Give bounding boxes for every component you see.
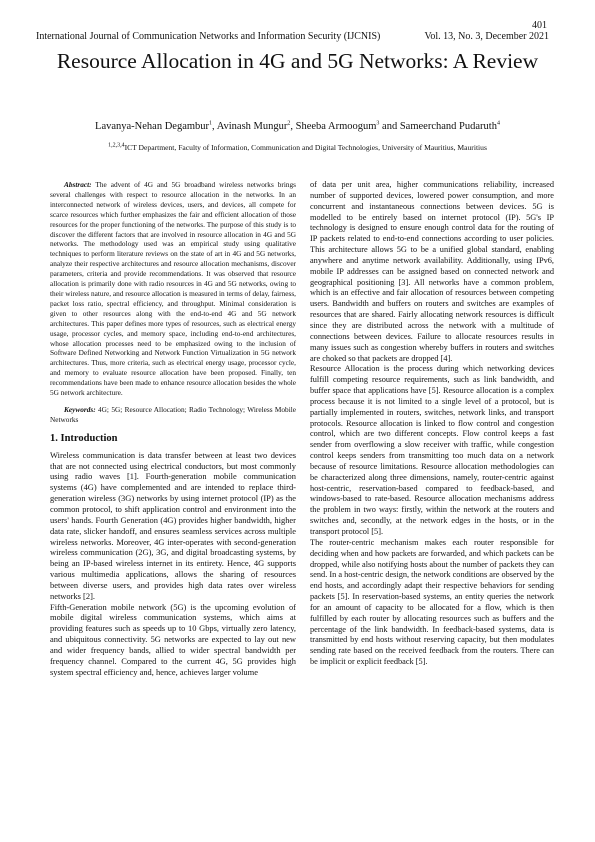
affiliation-marker: 1,2,3,4: [108, 142, 125, 149]
author-affil-marker: 3: [376, 120, 380, 127]
paragraph: of data per unit area, higher communications reliability, increased number of supported devices, lowered power consumption, and more concurrent and instantaneous connections between devices. 5G is modelled to be entirely based on internet protocol (IP). 5G's IP technology is designed to ensure enough control data for the routing of IP packets related to end-to-end connections according to user policies. This architecture allows 5G to be a unified global standard, enabling anywhere and anytime network availability. Additionally, using IPv6, mobile IP addresses can be assigned based on connected network and geographical positioning [3]. All networks have a common problem, which is an effective and fair allocation of resources between competing users. Bandwidth and buffers on routers and switches are examples of resources that are shared. Fairly allocating network resources is difficult since they are distributed across the network with a multitude of connections between devices. Failure to allocate resources results in many issues such as congestion whereby buffers in routers and switches are choked so that packets are dropped [4].: [310, 180, 554, 363]
author-affil-marker: 1: [209, 120, 213, 127]
keywords-label: Keywords:: [64, 404, 96, 414]
keywords: [50, 405, 296, 425]
author-name: Avinash Mungur: [216, 121, 288, 132]
section-heading: 1. Introduction: [50, 432, 118, 444]
abstract-text: The advent of 4G and 5G broadband wireless networks brings several challenges with respect to resource allocation in the networks. In an interconnected network of wireless devices, users, and devices, all compete for scarce resources which further emphasizes the fair and efficient allocation of those resources for the proper functioning of the networks. The purpose of this study is to discover the different factors that are involved in resource allocation in 4G and 5G networks. The methodology used was an empirical study using qualitative techniques to perform literature reviews on the state of art in 4G and 5G networks, analyze their respective architectures and resource allocation mechanisms, discover parameters, criteria and provide recommendations. It was observed that resource allocation is primarily done with radio resources in 4G and 5G networks, owing to their wireless nature, and resource allocation is measured in terms of delay, fairness, packet loss ratio, spectral efficiency, and throughput. Minimal consideration is given to other resources along with the end-to-end 4G and 5G network architectures. This paper defines more types of resources, such as electrical energy usage, processor cycles, and memory space, including end-to-end architectures, whose allocation processes need to be emphasized owing to the inclusion of Software Defined Networking and Network Function Virtualization in 5G network architectures. Thus, more criteria, such as electrical energy usage, processor cycle, and memory to evaluate resource allocation have been proposed. Finally, ten recommendations have been made to enhance resource allocation besides the whole 5G network architecture.: [50, 180, 296, 398]
journal-name: International Journal of Communication Networks and Information Security (IJCNIS): [36, 31, 381, 42]
affiliation-text: ICT Department, Faculty of Information, Communication and Digital Technologies, University of Mauritius, Mauritius: [124, 143, 487, 152]
author-list: Lavanya-Nehan Degambur$^1$, Avinash Mungur$^2$, Sheeba Armoogum$^3$ and Sameerchand Pudaruth$^4$: [95, 120, 500, 132]
keywords-text: 4G; 5G; Resource Allocation; Radio Technology; Wireless Mobile Networks: [50, 404, 296, 424]
author-affil-marker: 2: [287, 120, 291, 127]
author-name: Sameerchand Pudaruth: [399, 121, 497, 132]
abstract-label: Abstract:: [64, 180, 92, 189]
paragraph: The router-centric mechanism makes each router responsible for deciding when and how packets are forwarded, and which packets can be dropped, while also notifying hosts about the number of packets they can send. In a host-centric design, the network conditions are observed by the end hosts, and accordingly adapt their respective behaviors for sending packets [5]. In reservation-based systems, an entity queries the network for an amount of capacity to be allocated for a flow, which is then fulfilled by each router by allocating resources such as buffers and the percentage of the link bandwidth. In feedback-based systems, data is transmitted by end hosts without reserving capacity, but then modulates sending rate based on the received feedback from the routers. There can be implicit or explicit feedback [5].: [310, 537, 554, 667]
volume-info: Vol. 13, No. 3, December 2021: [424, 31, 549, 42]
left-column: [50, 180, 296, 677]
right-column: [310, 180, 554, 668]
paragraph: Resource Allocation is the process during which networking devices fulfill competing resource requirements, such as link bandwidth, and buffer space that applications have [5]. Resource allocation is a complex process because it is not limited to a single level of a protocol, but is partially implemented in routers, switches, network links, and transport protocols. Resource allocation is linked to flow control and congestion control, which are two different concepts. Flow control keeps a fast sender from overflowing a slow receiver with traffic, while congestion control keeps senders from transmitting too much data on a network because of resource limitations. Resource allocation methodologies can be characterized along three dimensions, namely, router-centric against host-centric, reservation-based compared to feedback-based, and windows-based to rate-based. Resource allocation mechanisms address the problem in two ways: firstly, within the network at the routers and switches and, secondly, at the network edges in the hosts, or in the transport protocol [5].: [310, 364, 554, 536]
author-name: Lavanya-Nehan Degambur: [95, 121, 210, 132]
paper-title: Resource Allocation in 4G and 5G Networks: A Review: [56, 49, 539, 73]
page-number: 401: [532, 20, 547, 31]
affiliation: [30, 143, 565, 152]
paragraph: Fifth-Generation mobile network (5G) is the upcoming evolution of mobile digital wireless communication systems, which aims at providing features such as speeds up to 10 Gbps, virtually zero latency, and ubiquitous connectivity. 5G networks are expected to lay out new and wider frequency bands, allied to wider spectral bandwidth per frequency channel. Compared to the current 4G, 5G provides high system spectral efficiency and, hence, achieves larger volume: [50, 601, 296, 677]
author-affil-marker: 4: [496, 120, 500, 127]
abstract: [50, 180, 296, 398]
running-header: [36, 31, 549, 42]
paragraph: Wireless communication is data transfer between at least two devices that are not connected using electrical conductors, but most commonly using radio waves [1]. Fourth-generation mobile communication systems (4G) have complemented and are intended to replace third-generation wireless (3G) networks by using internet protocol (IP) as the common protocol, to shift application control and environment into the users' hands. Fourth Generation (4G) provides higher bandwidth, higher data rate, slicker handoff, and ensures seamless services across multiple wireless networks. Moreover, 4G inter-operates with second-generation wireless communication (2G), 3G, and digital broadcasting systems, by being an IP-based wireless internet in its entirety. Hence, 4G supports various multimedia applications, allows the sharing of resources between diverse users, and provides high data rates over wireless networks [2].: [50, 449, 296, 601]
author-name: Sheeba Armoogum: [295, 121, 377, 132]
